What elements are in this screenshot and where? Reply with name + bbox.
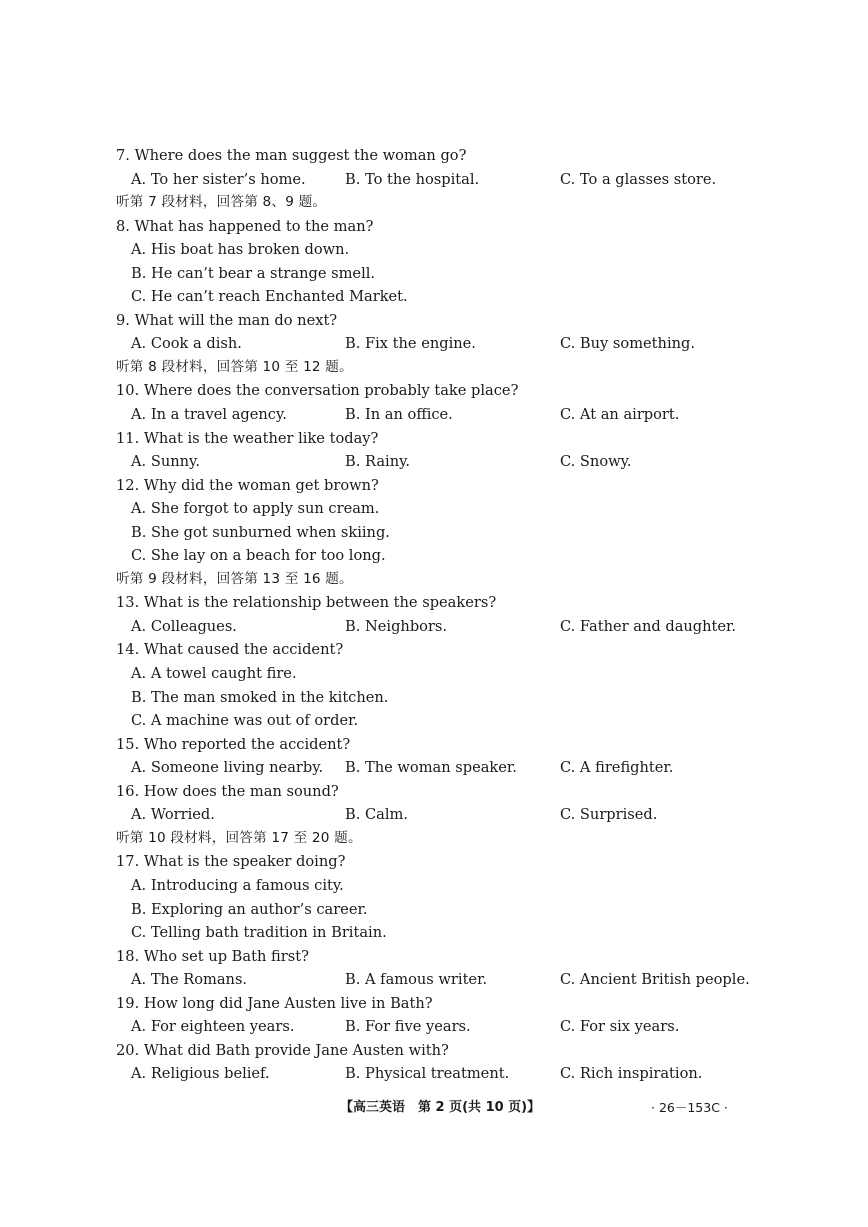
question-10: 10. Where does the conversation probably take place? [116,382,519,400]
question-15-options [116,756,756,780]
page-number-label: 【高三英语 第 2 页(共 10 页)】 [340,1100,541,1115]
question-12: 12. Why did the woman get brown? [116,476,379,494]
q8-option-a: A. His boat has broken down. [131,241,350,259]
q14-option-b: B. The man smoked in the kitchen. [131,688,389,706]
q14-option-c: C. A machine was out of order. [131,712,359,730]
exam-code: · 26－153C · [651,1100,728,1115]
q20-option-b: B. Physical treatment. [345,1065,510,1083]
q13-option-c: C. Father and daughter. [560,617,737,635]
question-list [116,144,756,1086]
q8-option-b: B. He can’t bear a strange smell. [131,264,376,282]
question-15: 15. Who reported the accident? [116,735,351,753]
q18-option-c: C. Ancient British people. [560,971,750,989]
q11-option-c: C. Snowy. [560,453,632,471]
section-heading-9: 听第 9 段材料，回答第 13 至 16 题。 [116,570,353,587]
question-11-options [116,450,756,474]
question-13-options [116,615,756,639]
q8-option-c: C. He can’t reach Enchanted Market. [131,288,408,306]
q16-option-a: A. Worried. [131,806,215,824]
q11-option-b: B. Rainy. [345,453,411,471]
q18-option-b: B. A famous writer. [345,971,488,989]
question-19: 19. How long did Jane Austen live in Bath? [116,994,433,1012]
question-7-options [116,168,756,192]
q14-option-a: A. A towel caught fire. [131,665,297,683]
q10-option-b: B. In an office. [345,406,453,424]
question-19-options [116,1015,756,1039]
question-13: 13. What is the relationship between the speakers? [116,594,497,612]
q12-option-a: A. She forgot to apply sun cream. [131,500,380,518]
question-9: 9. What will the man do next? [116,311,338,329]
q13-option-a: A. Colleagues. [131,617,237,635]
q15-option-a: A. Someone living nearby. [131,759,324,777]
q16-option-b: B. Calm. [345,806,409,824]
q19-option-b: B. For five years. [345,1018,471,1036]
question-11: 11. What is the weather like today? [116,429,379,447]
question-8: 8. What has happened to the man? [116,217,374,235]
q9-option-a: A. Cook a dish. [131,335,242,353]
q17-option-a: A. Introducing a famous city. [131,876,344,894]
question-14: 14. What caused the accident? [116,641,344,659]
question-17: 17. What is the speaker doing? [116,853,346,871]
q10-option-a: A. In a travel agency. [131,406,287,424]
q10-option-c: C. At an airport. [560,406,680,424]
q17-option-b: B. Exploring an author’s career. [131,900,368,918]
question-20: 20. What did Bath provide Jane Austen with? [116,1041,449,1059]
section-heading-10: 听第 10 段材料，回答第 17 至 20 题。 [116,829,362,846]
question-9-options [116,332,756,356]
q7-option-b: B. To the hospital. [345,170,480,188]
question-20-options [116,1062,756,1086]
question-18: 18. Who set up Bath first? [116,947,309,965]
q17-option-c: C. Telling bath tradition in Britain. [131,924,387,942]
q9-option-c: C. Buy something. [560,335,695,353]
section-heading-7: 听第 7 段材料，回答第 8、9 题。 [116,194,327,211]
q12-option-c: C. She lay on a beach for too long. [131,547,386,565]
q16-option-c: C. Surprised. [560,806,658,824]
question-10-options [116,403,756,427]
question-18-options [116,968,756,992]
section-heading-8: 听第 8 段材料，回答第 10 至 12 题。 [116,358,353,375]
question-7: 7. Where does the man suggest the woman go? [116,147,467,164]
q12-option-b: B. She got sunburned when skiing. [131,523,390,541]
q15-option-c: C. A firefighter. [560,759,674,777]
q20-option-c: C. Rich inspiration. [560,1065,703,1083]
q13-option-b: B. Neighbors. [345,617,448,635]
q7-option-c: C. To a glasses store. [560,170,717,188]
q19-option-a: A. For eighteen years. [131,1018,295,1036]
q19-option-c: C. For six years. [560,1018,680,1036]
question-16: 16. How does the man sound? [116,782,339,800]
q9-option-b: B. Fix the engine. [345,335,476,353]
q18-option-a: A. The Romans. [131,971,248,989]
page-footer [0,1097,868,1119]
q7-option-a: A. To her sister’s home. [131,170,306,188]
q11-option-a: A. Sunny. [131,453,200,471]
question-16-options [116,803,756,827]
q20-option-a: A. Religious belief. [131,1065,270,1083]
q15-option-b: B. The woman speaker. [345,759,517,777]
